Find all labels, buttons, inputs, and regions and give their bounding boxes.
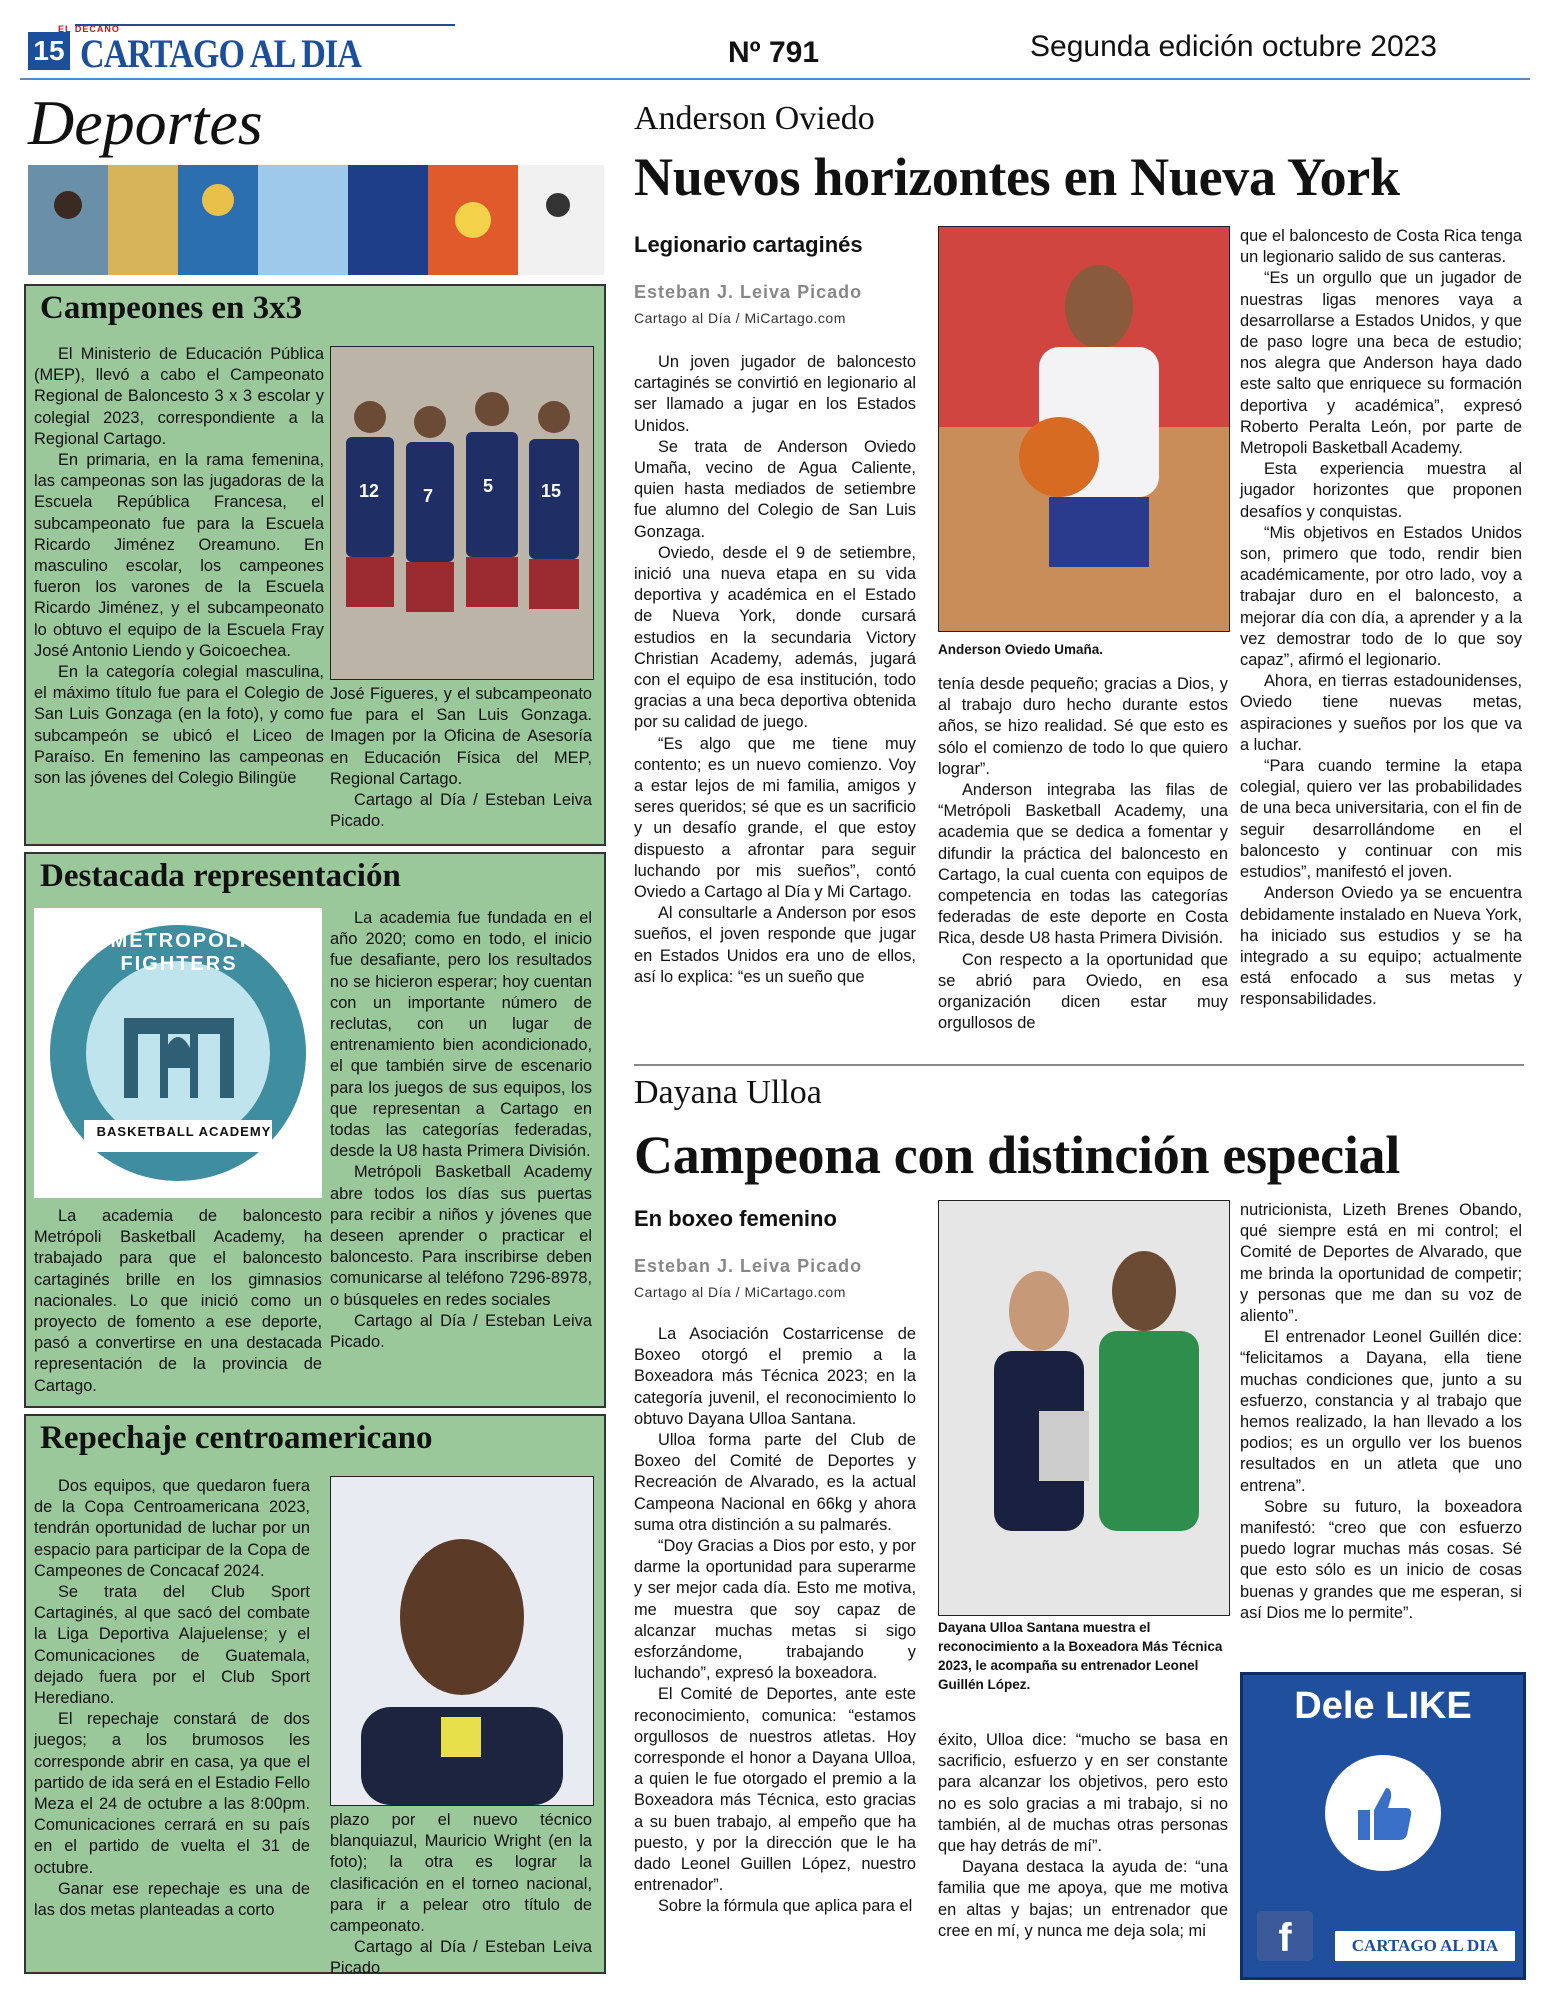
paragraph: Con respecto a la oportunidad que se abrió para Oviedo, en esa organización dicen estar muy orgullosos de bbox=[938, 950, 1228, 1033]
paragraph: Oviedo, desde el 9 de setiembre, inició una nueva etapa en su vida deportiva y académica en el Estado de Nueva York, donde cursará estudios en la secundaria Victory Christian Academy, además, jugará con el equipo de esa institución, todo gracias a una beca deportiva obtenida por su calidad de juego. bbox=[634, 543, 916, 732]
paragraph: Esta experiencia muestra al jugador horizontes que proponen desafíos y conquistas. bbox=[1240, 460, 1522, 521]
dayana-photo bbox=[938, 1200, 1230, 1616]
paragraph: Sobre su futuro, la boxeadora manifestó: “creo que con esfuerzo puedo lograr muchas más cosas. Sé que esto sólo es un inicio de cosas buenas y grandes que me esperan, si así Dios me lo permite”. bbox=[1240, 1497, 1522, 1622]
paragraph: Cartago al Día / Esteban Leiva Picado bbox=[330, 1938, 592, 1978]
paragraph: que el baloncesto de Costa Rica tenga un legionario salido de sus canteras. bbox=[1240, 227, 1522, 267]
page-number: 15 bbox=[28, 32, 70, 70]
paragraph: El entrenador Leonel Guillén dice: “felicitamos a Dayana, ella tiene muchas condiciones que, junto a su esfuerzo, constancia y al trabajo que hemos realizado, la han llevado a los podios; es un orgullo ver los buenos resultados en un atleta que uno entrena”. bbox=[1240, 1328, 1522, 1495]
repechaje-title: Repechaje centroamericano bbox=[40, 1420, 433, 1456]
destacada-title: Destacada representación bbox=[40, 858, 401, 894]
paragraph: “Doy Gracias a Dios por esto, y por darme la oportunidad para superarme y ser mejor cada día. Esto me motiva, me muestra que soy capaz de alcanzar muchas metas si sigo esforzándome, trabajando y luchando”, expresó la boxeadora. bbox=[634, 1537, 916, 1683]
paragraph: Metrópoli Basketball Academy abre todos los días sus puertas para recibir a niños y jóvenes que deseen aprender o practicar el baloncesto. Para inscribirse deben comunicarse al teléfono 7296-8978, o búsqueles en redes sociales bbox=[330, 1163, 592, 1309]
edition-label: Segunda edición octubre 2023 bbox=[1030, 30, 1437, 63]
logo-tagline: EL DECANO bbox=[58, 24, 120, 34]
anderson-photo bbox=[938, 226, 1230, 632]
paragraph: La academia fue fundada en el año 2020; como en todo, el inicio fue desafiante, pero los resultados no se hicieron esperar; hoy cuentan con un importante número de reclutas, con un lugar de entrenamiento bien acondicionado, el que también sirve de escenario para los juegos de sus equipos, los que representan a Cartago en todas las categorías federadas, desde la U8 hasta Primera División. bbox=[330, 909, 592, 1161]
paragraph: plazo por el nuevo técnico blanquiazul, Mauricio Wright (en la foto); la otra es lograr la clasificación en el torneo nacional, para ir a pelear otro título de campeonato. bbox=[330, 1811, 592, 1936]
header-rule bbox=[20, 78, 1530, 80]
article2-caption: Dayana Ulloa Santana muestra el reconocimiento a la Boxeadora Más Técnica 2023, le acompaña su entrenador Leonel Guillén López. bbox=[938, 1620, 1223, 1692]
article1-subhead: Legionario cartaginés bbox=[634, 232, 863, 257]
paragraph: Ahora, en tierras estadounidenses, Oviedo tiene nuevas metas, aspiraciones y sueños por los que va a luchar. bbox=[1240, 672, 1522, 754]
destacada-right-text bbox=[330, 908, 592, 1353]
paragraph: Dos equipos, que quedaron fuera de la Copa Centroamericana 2023, tendrán oportunidad de luchar por un espacio para participar de la Copa de Campeones de Concacaf 2024. bbox=[34, 1477, 310, 1580]
logo-text-bottom: BASKETBALL ACADEMY bbox=[96, 1124, 272, 1139]
paragraph: La Asociación Costarricense de Boxeo otorgó el premio a la Boxeadora más Técnica 2023; en la categoría juvenil, el reconocimiento lo obtuvo Dayana Ulloa Santana. bbox=[634, 1325, 916, 1428]
article2-subhead: En boxeo femenino bbox=[634, 1206, 837, 1231]
article1-kicker: Anderson Oviedo bbox=[634, 100, 875, 137]
paragraph: Dayana destaca la ayuda de: “una familia que me apoya, que me motiva en altas y bajas; un entrenador que cree en mí, y nunca me deja sola; mi bbox=[938, 1858, 1228, 1940]
repechaje-left-text bbox=[34, 1476, 310, 1921]
paragraph: El Comité de Deportes, ante este reconocimiento, comunica: “estamos orgullosos de nuestros atletas. Hoy corresponde el honor a Dayana Ulloa, a quien le fue otorgado el premio a la Boxeadora más Técnica, esto gracias a su buen trabajo, al empeño que ha puesto, y por la dirección que le ha dado Leonel Guillen López, nuestro entrenador”. bbox=[634, 1685, 916, 1895]
coach-photo bbox=[330, 1476, 594, 1806]
svg-text:7: 7 bbox=[423, 486, 434, 506]
ad-title: Dele LIKE bbox=[1294, 1685, 1472, 1727]
campeones-text bbox=[34, 344, 324, 789]
svg-text:15: 15 bbox=[541, 481, 562, 501]
article1-col1 bbox=[634, 352, 916, 988]
article2-byline: Esteban J. Leiva Picado bbox=[634, 1256, 863, 1276]
article1-caption: Anderson Oviedo Umaña. bbox=[938, 642, 1104, 657]
article1-col3 bbox=[1240, 226, 1522, 1011]
ad-brand: CARTAGO AL DIA bbox=[1335, 1931, 1515, 1961]
paragraph: Se trata de Anderson Oviedo Umaña, vecino de Agua Caliente, quien hasta mediados de setiembre fue alumno del Colegio de San Luis Gonzaga. bbox=[634, 437, 916, 541]
paragraph: En primaria, en la rama femenina, las campeonas son las jugadoras de la Escuela República Francesa, el subcampeonato fue para la Escuela Ricardo Jiménez Oreamuno. En masculino escolar, los campeones fueron los varones de la Escuela Ricardo Jiménez, y el subcampeonato lo obtuvo el equipo de la Escuela Fray José Antonio Liendo y Goicoechea. bbox=[34, 451, 324, 660]
svg-text:5: 5 bbox=[483, 476, 494, 496]
paragraph: “Es un orgullo que un jugador de nuestras ligas menores vaya a desarrollarse a Estados Unidos, y que de paso logre una beca de estudio; nos alegra que Anderson haya dado este salto que enriquece su formación deportiva y académica”, expresó Roberto Peralta León, por parte de Metropoli Basketball Academy. bbox=[1240, 269, 1522, 458]
thumbs-up-icon bbox=[1325, 1755, 1441, 1871]
sports-banner-image bbox=[28, 165, 604, 275]
article1-headline: Nuevos horizontes en Nueva York bbox=[634, 147, 1400, 207]
paragraph: Anderson Oviedo ya se encuentra debidamente instalado en Nueva York, ha iniciado sus estudios y se ha integrado a su equipo; actualmente está enfocado a sus metas y responsabilidades. bbox=[1240, 884, 1522, 1009]
article2-col3 bbox=[1240, 1200, 1522, 1624]
destacada-left-text bbox=[34, 1206, 322, 1397]
article2-source: Cartago al Día / MiCartago.com bbox=[634, 1284, 846, 1300]
paragraph: “Mis objetivos en Estados Unidos son, primero que todo, rendir bien académicamente, por otro lado, voy a trabajar duro en el baloncesto, a mejorar día con día, a aprender y a la vez demostrar todo de lo que soy capaz”, afirmó el legionario. bbox=[1240, 523, 1522, 670]
article2-kicker: Dayana Ulloa bbox=[634, 1074, 822, 1111]
paragraph: tenía desde pequeño; gracias a Dios, y al trabajo duro hecho durante estos años, se hizo realidad. Sé que esto es sólo el comienzo de todo lo que quiero lograr”. bbox=[938, 675, 1228, 778]
logo-text-top: METROPOLI FIGHTERS bbox=[110, 930, 248, 975]
facebook-icon: f bbox=[1257, 1911, 1313, 1961]
article1-source: Cartago al Día / MiCartago.com bbox=[634, 310, 846, 326]
paragraph: “Es algo que me tiene muy contento; es un nuevo comienzo. Voy a estar lejos de mi familia, amigos y seres queridos; sé que es un sacrificio y un desafío grande, el que estoy dispuesto a afrontar para seguir luchando por mis sueños”, contó Oviedo a Cartago al Día y Mi Cartago. bbox=[634, 734, 916, 902]
paragraph: Ganar ese repechaje es una de las dos metas planteadas a corto bbox=[34, 1879, 310, 1920]
paragraph: José Figueres, y el subcampeonato fue para el San Luis Gonzaga. Imagen por la Oficina de Asesoría en Educación Física del MEP, Regional Cartago. bbox=[330, 685, 592, 788]
paragraph: Se trata del Club Sport Cartaginés, al que sacó del combate la Liga Deportiva Alajuelense; y el Comunicaciones de Guatemala, dejado fuera por el Club Sport Herediano. bbox=[34, 1583, 310, 1708]
header-rule-top bbox=[75, 24, 455, 26]
article2-col2 bbox=[938, 1730, 1228, 1942]
paragraph: Al consultarle a Anderson por esos sueños, el joven responde que jugar en Estados Unidos era uno de ellos, así lo explica: “es un sueño que bbox=[634, 904, 916, 986]
campeones-title: Campeones en 3x3 bbox=[40, 290, 303, 326]
article1-byline: Esteban J. Leiva Picado bbox=[634, 282, 863, 302]
paragraph: Ulloa forma parte del Club de Boxeo del Comité de Deportes y Recreación de Alvarado, es la actual Campeona Nacional en 66kg y ahora suma otra distinción a su palmarés. bbox=[634, 1431, 916, 1534]
paragraph: “Para cuando termine la etapa colegial, quiero ver las probabilidades de una beca universitaria, con el fin de seguir desarrollándome en el baloncesto y continuar con mis estudios”, manifestó el joven. bbox=[1240, 757, 1522, 882]
paragraph: éxito, Ulloa dice: “mucho se basa en sacrificio, esfuerzo y en ser constante para alcanzar los objetivos, pero esto no es solo gracias a mi trabajo, si no también, al de muchas otras personas que hay detrás de mí”. bbox=[938, 1731, 1228, 1856]
issue-number: Nº 791 bbox=[728, 36, 820, 69]
article2-headline: Campeona con distinción especial bbox=[634, 1125, 1400, 1185]
paragraph: El Ministerio de Educación Pública (MEP), llevó a cabo el Campeonato Regional de Baloncesto 3 x 3 escolar y colegial 2023, correspondiente a la Regional Cartago. bbox=[34, 345, 324, 448]
dele-like-ad[interactable] bbox=[1240, 1672, 1526, 1980]
paragraph: Cartago al Día / Esteban Leiva Picado. bbox=[330, 791, 592, 831]
paragraph: La academia de baloncesto Metrópoli Basketball Academy, ha trabajado para que el baloncesto cartaginés brille en los gimnasios nacionales. Lo que inició como un proyecto de fomento a ese deporte, pasó a convertirse en una destacada representación de la provincia de Cartago. bbox=[34, 1207, 322, 1395]
section-title: Deportes bbox=[28, 87, 263, 158]
masthead-logo: CARTAGO AL DIA bbox=[80, 31, 361, 76]
paragraph: Anderson integraba las filas de “Metrópoli Basketball Academy, una academia que se dedica a fomentar y difundir la práctica del baloncesto en Cartago, la cual cuenta con equipos de competencia en todas las categorías federadas de este deporte en Costa Rica, desde U8 hasta Primera División. bbox=[938, 781, 1228, 948]
paragraph: En la categoría colegial masculina, el máximo título fue para el Colegio de San Luis Gonzaga (en la foto), y como subcampeón se ubicó el Liceo de Paraíso. En femenino las campeonas son las jóvenes del Colegio Bilingüe bbox=[34, 663, 324, 788]
paragraph: Sobre la fórmula que aplica para el bbox=[658, 1897, 913, 1916]
article2-col1 bbox=[634, 1324, 916, 1918]
repechaje-right-text bbox=[330, 1810, 592, 1980]
campeones-continuation bbox=[330, 684, 592, 832]
paragraph: Un joven jugador de baloncesto cartaginés se convirtió en legionario al ser llamado a jugar en los Estados Unidos. bbox=[634, 353, 916, 435]
article-divider bbox=[634, 1064, 1524, 1066]
paragraph: El repechaje constará de dos juegos; a los brumosos les corresponde abrir en casa, ya que el partido de ida será en el Estadio Fello Meza el 24 de octubre a las 8:00pm. Comunicaciones cerrará en su país en el partido de vuelta el 31 de octubre. bbox=[34, 1710, 310, 1877]
team-photo bbox=[330, 346, 594, 680]
paragraph: nutricionista, Lizeth Brenes Obando, qué siempre está en mi control; el Comité de Deportes de Alvarado, que me brinda la oportunidad de competir; y personas que me dan su voz de aliento”. bbox=[1240, 1201, 1522, 1326]
paragraph: Cartago al Día / Esteban Leiva Picado. bbox=[330, 1311, 592, 1352]
article1-col2 bbox=[938, 674, 1228, 1034]
svg-text:12: 12 bbox=[359, 481, 380, 501]
